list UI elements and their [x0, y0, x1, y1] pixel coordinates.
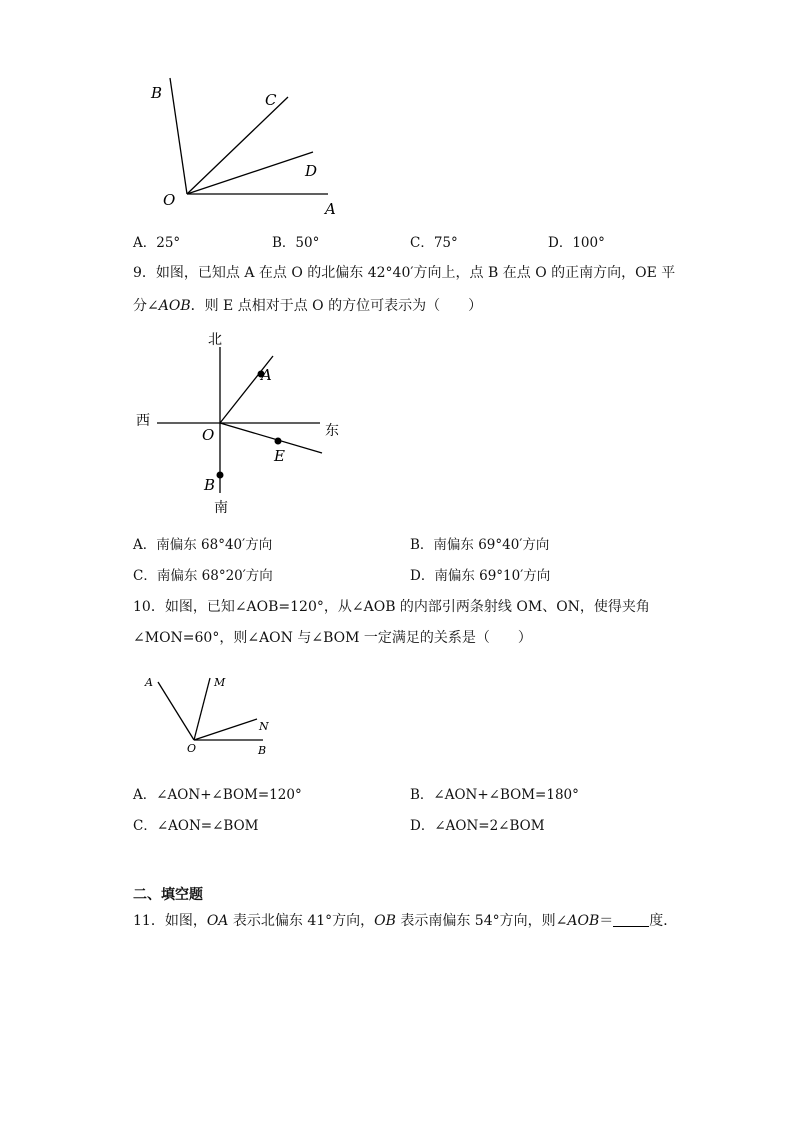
- option-text: 南偏东 68°20′方向: [156, 568, 273, 584]
- point-e: [275, 438, 282, 445]
- option-letter: A．: [133, 787, 157, 803]
- q8-option-b[interactable]: [272, 234, 319, 252]
- q8-angle-figure: [140, 70, 360, 220]
- q11-text: 度．: [649, 913, 678, 929]
- q11-ray-ob: OB: [374, 913, 396, 929]
- label-south: 南: [214, 500, 228, 516]
- q9-compass-figure: [130, 325, 350, 520]
- point-b: [217, 472, 224, 479]
- label-north: 北: [208, 332, 222, 348]
- q10-option-c[interactable]: [133, 817, 258, 835]
- option-letter: C．: [133, 568, 157, 584]
- option-text: 100°: [572, 235, 605, 251]
- q10-stem-line2: ∠MON=60°，则∠AON 与∠BOM 一定满足的关系是（ ）: [133, 630, 532, 646]
- q9-stem-line1: 9．如图，已知点 A 在点 O 的北偏东 42°40′方向上，点 B 在点 O 的正南方向，OE 平: [133, 265, 676, 281]
- option-letter: D．: [410, 818, 435, 834]
- option-letter: C．: [410, 235, 434, 251]
- q9-option-b[interactable]: [410, 536, 549, 554]
- q11-text: 11．如图，: [133, 913, 207, 929]
- q10-stem-line1: 10．如图，已知∠AOB=120°，从∠AOB 的内部引两条射线 OM、ON，使得夹角: [133, 599, 650, 615]
- label-o: O: [187, 742, 197, 755]
- q10-option-b[interactable]: [410, 786, 579, 804]
- ray-on: [194, 719, 257, 740]
- q9-option-d[interactable]: [410, 567, 550, 585]
- label-b: B: [258, 744, 267, 757]
- ray-oe: [220, 423, 322, 453]
- q11-text: ＝: [599, 913, 614, 929]
- q9-stem-line2: [133, 297, 482, 315]
- label-west: 西: [136, 413, 150, 429]
- option-letter: B．: [410, 787, 434, 803]
- label-b: B: [151, 84, 163, 102]
- label-c: C: [265, 91, 277, 109]
- q8-option-a[interactable]: [133, 234, 180, 252]
- q11-text: 表示南偏东 54°方向，则: [395, 913, 556, 929]
- q9-text: 分: [133, 298, 147, 314]
- option-text: ∠AON+∠BOM=180°: [433, 787, 579, 803]
- label-o: O: [163, 191, 176, 209]
- option-letter: A．: [133, 537, 157, 553]
- option-letter: A．: [133, 235, 157, 251]
- q9-option-a[interactable]: [133, 536, 272, 554]
- option-text: 75°: [433, 235, 458, 251]
- q11-stem: [133, 912, 677, 930]
- option-text: 南偏东 68°40′方向: [156, 537, 273, 553]
- ray-oc: [187, 97, 288, 194]
- label-b: B: [204, 476, 216, 494]
- label-e: E: [274, 447, 285, 465]
- q8-option-d[interactable]: [548, 234, 605, 252]
- option-text: ∠AON=∠BOM: [156, 818, 259, 834]
- option-text: ∠AON=2∠BOM: [434, 818, 545, 834]
- label-a: A: [325, 200, 336, 218]
- q9-text: ．则 E 点相对于点 O 的方位可表示为（ ）: [190, 298, 483, 314]
- option-letter: C．: [133, 818, 157, 834]
- label-a: A: [145, 676, 153, 689]
- label-a: A: [261, 366, 272, 384]
- ray-oa: [158, 682, 194, 740]
- q11-angle: ∠AOB: [555, 913, 600, 929]
- option-letter: B．: [410, 537, 434, 553]
- ray-od: [187, 152, 313, 194]
- q10-option-a[interactable]: [133, 786, 302, 804]
- label-m: M: [214, 676, 226, 689]
- option-text: ∠AON+∠BOM=120°: [156, 787, 302, 803]
- q10-angle-figure: [140, 668, 290, 763]
- label-east: 东: [325, 423, 339, 439]
- label-n: N: [259, 720, 269, 733]
- q10-option-d[interactable]: [410, 817, 545, 835]
- q11-text: 表示北偏东 41°方向，: [228, 913, 375, 929]
- ray-ob: [170, 78, 187, 194]
- label-d: D: [305, 162, 318, 180]
- q9-option-c[interactable]: [133, 567, 273, 585]
- option-letter: D．: [548, 235, 573, 251]
- section-heading-fill-in: 二、填空题: [133, 887, 203, 903]
- q11-answer-blank[interactable]: [613, 912, 649, 927]
- option-letter: D．: [410, 568, 435, 584]
- label-o: O: [202, 426, 215, 444]
- option-text: 25°: [156, 235, 181, 251]
- option-letter: B．: [272, 235, 296, 251]
- option-text: 50°: [295, 235, 320, 251]
- option-text: 南偏东 69°40′方向: [433, 537, 550, 553]
- q8-option-c[interactable]: [410, 234, 458, 252]
- q9-angle: ∠AOB: [147, 298, 191, 314]
- option-text: 南偏东 69°10′方向: [434, 568, 551, 584]
- q11-ray-oa: OA: [206, 913, 229, 929]
- ray-om: [194, 678, 210, 740]
